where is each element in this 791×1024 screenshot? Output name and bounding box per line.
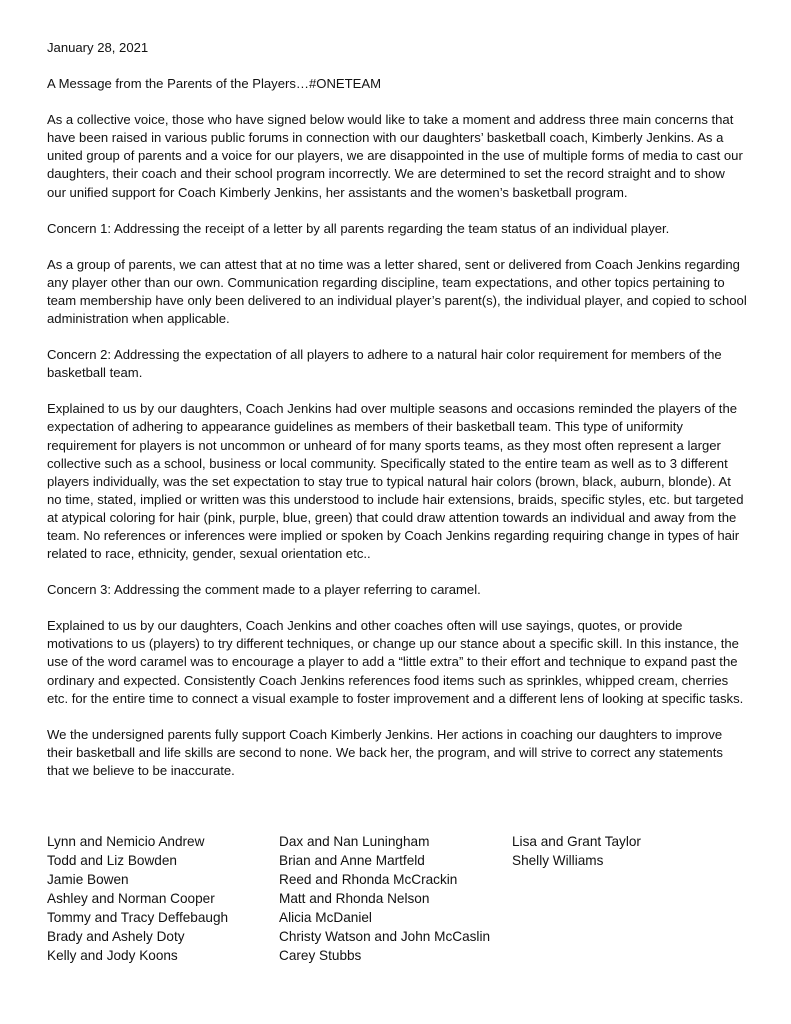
signer-name: Alicia McDaniel bbox=[279, 910, 372, 925]
concern-2-heading: Concern 2: Addressing the expectation of all players to adhere to a natural hair color requirement for members of the basketball team. bbox=[47, 347, 722, 381]
paragraph-intro: As a collective voice, those who have signed below would like to take a moment and address three main concerns that have been raised in various public forums in connection with our daughters’ basketball coach, Kimberly Jenkins. As a united group of parents and a voice for our players, we are disappointed in the use of multiple forms of media to cast our daughters, their coach and their school program incorrectly. We are determined to set the record straight and to show our unified support for Coach Kimberly Jenkins, her assistants and the women’s basketball program. bbox=[47, 112, 743, 200]
signer-name: Shelly Williams bbox=[512, 853, 604, 868]
signer-name: Christy Watson and John McCaslin bbox=[279, 929, 491, 944]
signer-name: Tommy and Tracy Deffebaugh bbox=[47, 910, 229, 925]
signers-column-1 bbox=[47, 832, 228, 965]
concern-3-body: Explained to us by our daughters, Coach Jenkins and other coaches often will use sayings, quotes, or provide motivations to us (players) to try different techniques, or change up our stance about a specific skill. In this instance, the use of the word caramel was to encourage a player to add a “little extra” to their effort and technique to expand past the ordinary and expected. Consistently Coach Jenkins references food items such as sprinkles, whipped cream, cherries etc. for the entire time to connect a visual example to foster improvement and a different lens of looking at specific tasks. bbox=[47, 618, 744, 706]
letter-body bbox=[47, 39, 747, 798]
signer-name: Dax and Nan Luningham bbox=[279, 834, 430, 849]
concern-3-heading: Concern 3: Addressing the comment made to a player referring to caramel. bbox=[47, 582, 481, 598]
signer-name: Brian and Anne Martfeld bbox=[279, 853, 425, 868]
signers-column-2 bbox=[279, 832, 490, 965]
signer-name: Kelly and Jody Koons bbox=[47, 948, 178, 963]
signer-name: Todd and Liz Bowden bbox=[47, 853, 177, 868]
signer-name: Reed and Rhonda McCrackin bbox=[279, 872, 458, 887]
signer-name: Lynn and Nemicio Andrew bbox=[47, 834, 205, 849]
signer-name: Ashley and Norman Cooper bbox=[47, 891, 215, 906]
concern-1-body: As a group of parents, we can attest that at no time was a letter shared, sent or delivered from Coach Jenkins regarding any player other than our own. Communication regarding discipline, team expectations, and other topics pertaining to team membership have only been delivered to an individual player’s parent(s), the individual player, and copied to school administration when applicable. bbox=[47, 256, 747, 327]
paragraph-closing: We the undersigned parents fully support Coach Kimberly Jenkins. Her actions in coaching our daughters to improve their basketball and life skills are second to none. We back her, the program, and will strive to correct any statements that we believe to be inaccurate. bbox=[47, 726, 723, 778]
signer-name: Carey Stubbs bbox=[279, 948, 362, 963]
concern-2-body: Explained to us by our daughters, Coach Jenkins had over multiple seasons and occasions reminded the players of the expectation of adhering to appearance guidelines as members of their basketball team. This type of uniformity requirement for players is not uncommon or unheard of for many sports teams, as they most often represent a larger collective such as a school, business or local community. Specifically stated to the entire team as well as to 3 different players individually, was the set expectation to stay true to typical natural hair colors (brown, black, auburn, blonde). At no time, stated, implied or written was this understood to include hair extensions, braids, specific styles, etc. but targeted at atypical coloring for hair (pink, purple, blue, green) that could draw attention towards an individual and away from the team. No references or inferences were implied or spoken by Coach Jenkins regarding requiring change in types of hair related to race, ethnicity, gender, sexual orientation etc.. bbox=[47, 401, 744, 562]
signer-name: Lisa and Grant Taylor bbox=[512, 834, 641, 849]
letter-date: January 28, 2021 bbox=[47, 40, 149, 55]
signer-name: Jamie Bowen bbox=[47, 872, 129, 887]
letter-title: A Message from the Parents of the Players…#ONETEAM bbox=[47, 76, 382, 92]
concern-1-heading: Concern 1: Addressing the receipt of a letter by all parents regarding the team status of an individual player. bbox=[47, 220, 670, 236]
signer-name: Matt and Rhonda Nelson bbox=[279, 891, 430, 906]
signer-name: Brady and Ashely Doty bbox=[47, 929, 185, 944]
signers-column-3 bbox=[512, 832, 641, 870]
